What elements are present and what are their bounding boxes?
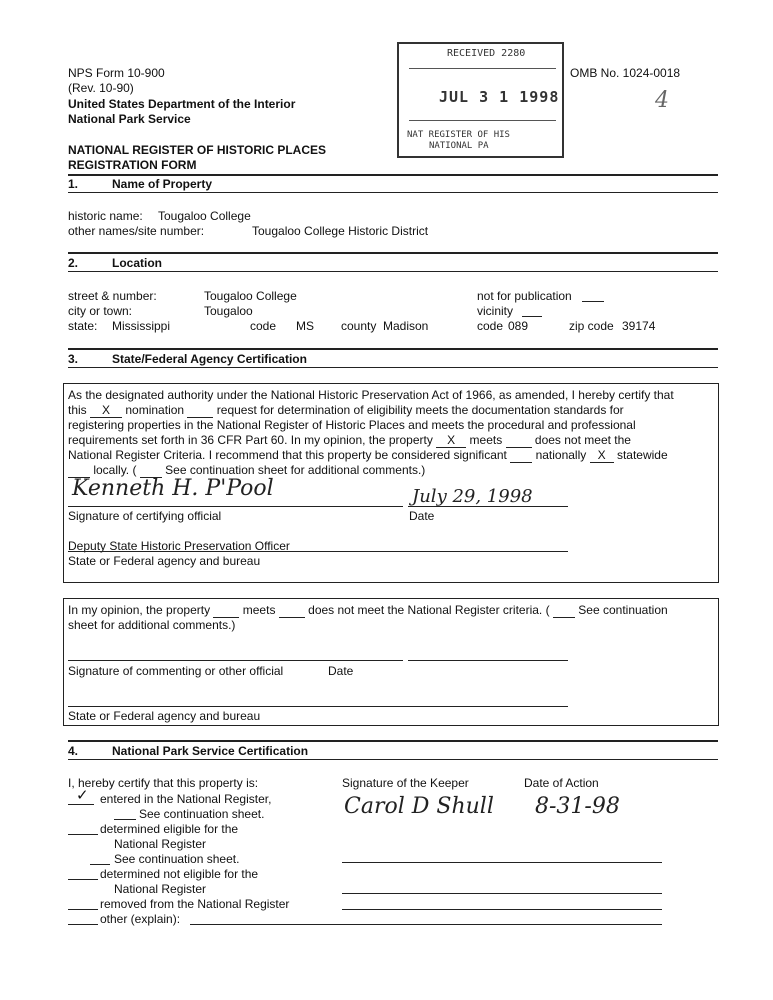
keeper-line xyxy=(342,862,662,863)
meets-check: X xyxy=(436,433,466,448)
section-number: 3. xyxy=(68,352,79,366)
state-label: state: xyxy=(68,319,98,333)
zip-label: zip code xyxy=(569,319,614,333)
divider xyxy=(68,367,718,368)
other-names-label: other names/site number: xyxy=(68,224,205,238)
cert-text-line: As the designated authority under the National Historic Preservation Act of 1966, as amended, I hereby certify that xyxy=(68,388,674,402)
vicinity-label: vicinity xyxy=(477,304,514,318)
keeper-line xyxy=(342,909,662,910)
keeper-signature: Carol D Shull xyxy=(344,794,494,819)
divider xyxy=(68,252,718,254)
eligible-label-2: National Register xyxy=(114,837,207,851)
county-value: Madison xyxy=(383,319,429,333)
nomination-check: X xyxy=(90,403,122,418)
keeper-label: Signature of the Keeper xyxy=(342,776,469,790)
cert-text-line: locally. ( See continuation sheet for additional comments.) xyxy=(68,463,425,478)
entered-label: entered in the National Register, xyxy=(100,792,272,806)
divider xyxy=(68,740,718,742)
other-names-value: Tougaloo College Historic District xyxy=(252,224,429,238)
cert-text-line: National Register Criteria. I recommend that this property be considered significant nationally X statewide xyxy=(68,448,668,462)
service-name: National Park Service xyxy=(68,112,191,126)
section-number: 1. xyxy=(68,177,79,191)
comment-text-line: In my opinion, the property meets does not meet the National Register criteria. ( See continuation xyxy=(68,603,668,617)
significant-blank xyxy=(510,448,532,463)
stamp-service: NATIONAL PA xyxy=(429,141,489,151)
form-title: NATIONAL REGISTER OF HISTORIC PLACES xyxy=(68,143,327,157)
stamp-date: JUL 3 1 1998 xyxy=(439,88,560,106)
removed-blank xyxy=(68,909,98,910)
removed-label: removed from the National Register xyxy=(100,897,290,911)
continuation-label: See continuation sheet. xyxy=(139,807,265,821)
county-label: county xyxy=(341,319,377,333)
section-number: 4. xyxy=(68,744,79,758)
not-for-publication-blank xyxy=(582,301,604,302)
date-line xyxy=(408,506,568,507)
check-icon: ✓ xyxy=(76,786,89,804)
agency-label: State or Federal agency and bureau xyxy=(68,554,261,568)
comment-signature-label: Signature of commenting or other official xyxy=(68,664,284,678)
county-code-label: code xyxy=(477,319,504,333)
date-line xyxy=(408,660,568,661)
continuation-blank xyxy=(114,819,136,820)
eligible-label: determined eligible for the xyxy=(100,822,239,836)
not-for-publication-label: not for publication xyxy=(477,289,572,303)
comment-date-label: Date xyxy=(328,664,354,678)
date-of-action-value: 8-31-98 xyxy=(535,794,620,819)
certifying-date: July 29, 1998 xyxy=(412,486,533,507)
keeper-line xyxy=(342,893,662,894)
form-revision: (Rev. 10-90) xyxy=(68,81,134,95)
other-explain-line xyxy=(190,924,662,925)
divider xyxy=(68,759,718,760)
section-title: Name of Property xyxy=(112,177,213,191)
department-name: United States Department of the Interior xyxy=(68,97,296,111)
other-blank xyxy=(68,924,98,925)
stamp-register: NAT REGISTER OF HIS xyxy=(407,130,510,140)
state-code-label: code xyxy=(250,319,277,333)
vicinity-blank xyxy=(522,316,542,317)
section-title: State/Federal Agency Certification xyxy=(112,352,307,366)
entered-blank xyxy=(68,804,94,805)
historic-name-value: Tougaloo College xyxy=(158,209,251,223)
title-line xyxy=(68,551,568,552)
state-code-value: MS xyxy=(296,319,314,333)
not-eligible-blank xyxy=(68,879,98,880)
certifying-signature: Kenneth H. P'Pool xyxy=(72,476,274,501)
city-value: Tougaloo xyxy=(204,304,253,318)
not-eligible-label: determined not eligible for the xyxy=(100,867,259,881)
divider xyxy=(68,192,718,193)
state-value: Mississippi xyxy=(112,319,171,333)
street-value: Tougaloo College xyxy=(204,289,297,303)
divider xyxy=(68,174,718,176)
margin-handwritten-mark: 4 xyxy=(655,88,669,113)
nps-intro: I, hereby certify that this property is: xyxy=(68,776,259,790)
not-eligible-label-2: National Register xyxy=(114,882,207,896)
other-label: other (explain): xyxy=(100,912,181,926)
divider xyxy=(68,271,718,272)
continuation-blank xyxy=(90,864,110,865)
stamp-received: RECEIVED 2280 xyxy=(447,48,526,59)
historic-name-label: historic name: xyxy=(68,209,143,223)
omb-number: OMB No. 1024-0018 xyxy=(570,66,681,80)
comment-text-line: sheet for additional comments.) xyxy=(68,618,236,632)
zip-value: 39174 xyxy=(622,319,656,333)
section-title: Location xyxy=(112,256,162,270)
statewide-check: X xyxy=(590,448,614,463)
request-blank xyxy=(187,403,213,418)
street-label: street & number: xyxy=(68,289,157,303)
agency-line xyxy=(68,706,568,707)
divider xyxy=(68,348,718,350)
form-number: NPS Form 10-900 xyxy=(68,66,165,80)
date-label: Date xyxy=(409,509,435,523)
continuation-label: See continuation sheet. xyxy=(114,852,240,866)
signature-line xyxy=(68,660,403,661)
cert-text-line: registering properties in the National Register of Historic Places and meets the procedural and professional xyxy=(68,418,636,432)
does-not-meet-blank xyxy=(506,433,532,448)
official-title: Deputy State Historic Preservation Officer xyxy=(68,539,290,553)
signature-line xyxy=(68,506,403,507)
eligible-blank xyxy=(68,834,98,835)
received-stamp xyxy=(397,42,564,158)
section-number: 2. xyxy=(68,256,79,270)
signature-label: Signature of certifying official xyxy=(68,509,222,523)
section-title: National Park Service Certification xyxy=(112,744,309,758)
cert-text-line: this X nomination request for determination of eligibility meets the documentation standards for xyxy=(68,403,624,417)
city-label: city or town: xyxy=(68,304,133,318)
comment-agency-label: State or Federal agency and bureau xyxy=(68,709,261,723)
county-code-value: 089 xyxy=(508,319,529,333)
form-subtitle: REGISTRATION FORM xyxy=(68,158,197,172)
cert-text-line: requirements set forth in 36 CFR Part 60. In my opinion, the property X meets does not meet the xyxy=(68,433,631,447)
date-of-action-label: Date of Action xyxy=(524,776,599,790)
